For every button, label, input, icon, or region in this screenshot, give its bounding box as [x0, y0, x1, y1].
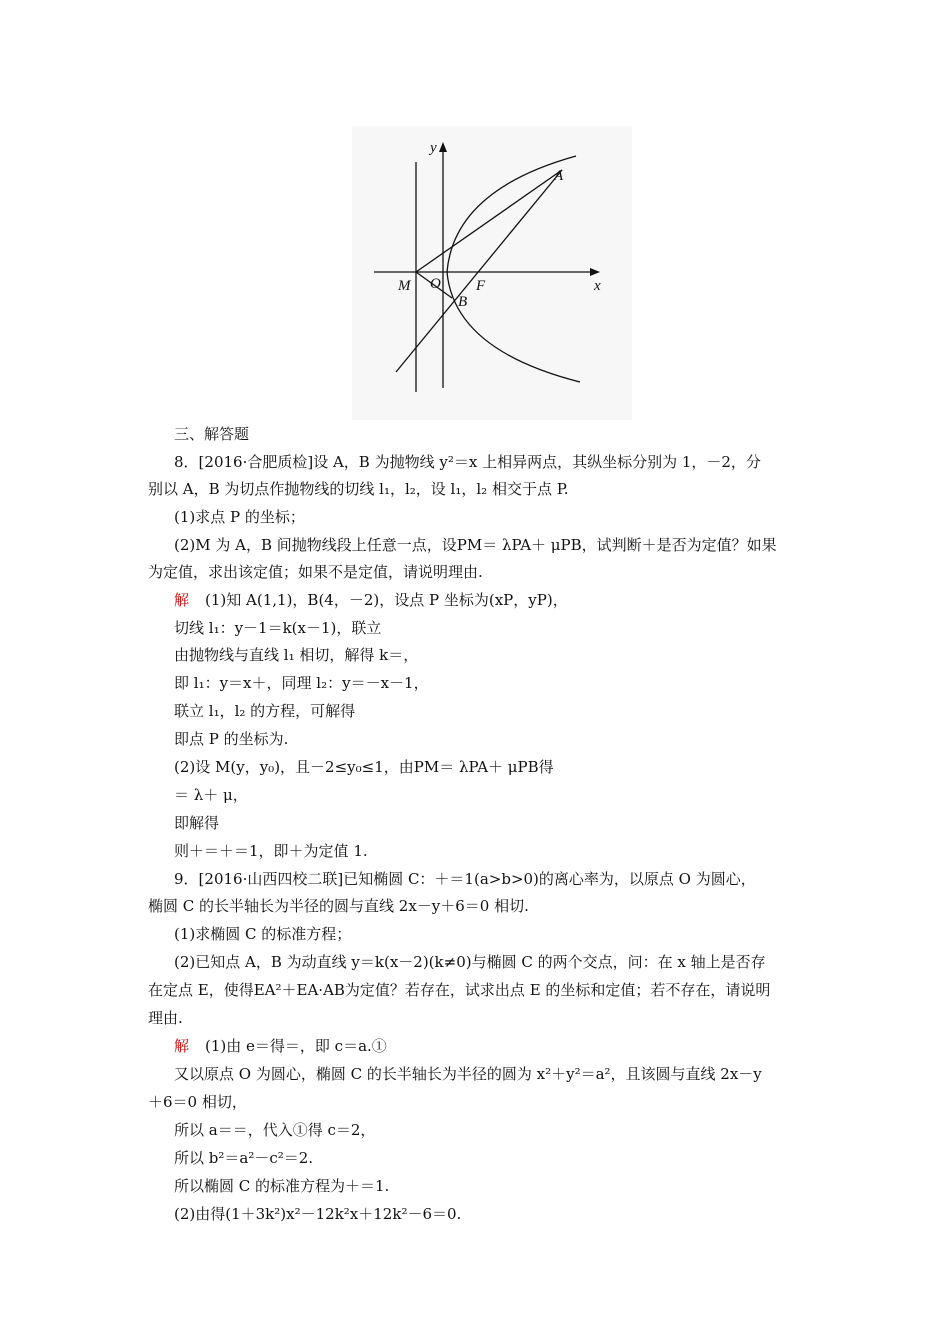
problem-8-solution-8: ＝ λ＋ μ，: [174, 786, 248, 804]
problem-9-solution-2a: 又以原点 O 为圆心，椭圆 C 的长半轴长为半径的圆为 x²＋y²＝a²，且该圆与直线 2x－y: [174, 1065, 762, 1083]
solution-label: 解: [174, 1037, 190, 1055]
problem-8-solution-6: 即点 P 的坐标为.: [174, 730, 289, 748]
problem-8-solution-10: 则＋＝＋＝1，即＋为定值 1.: [174, 842, 368, 860]
problem-8-solution-3: 由抛物线与直线 l₁ 相切，解得 k＝，: [174, 646, 419, 664]
problem-8-question-1: (1)求点 P 的坐标；: [174, 508, 305, 526]
problem-8-question-2b: 为定值，求出该定值；如果不是定值，请说明理由.: [148, 563, 483, 581]
problem-9-solution-4: 所以 b²＝a²－c²＝2.: [174, 1149, 314, 1167]
problem-8-solution-1: [174, 590, 568, 610]
problem-9-question-2b: 在定点 E，使得EA²＋EA·AB为定值？若存在，试求出点 E 的坐标和定值；若不存在，请说明: [148, 981, 771, 999]
problem-8-solution-5: 联立 l₁，l₂ 的方程，可解得: [174, 702, 356, 720]
problem-8-solution-9: 即解得: [174, 814, 220, 832]
label-M: M: [398, 278, 411, 294]
y-axis-arrow: [439, 142, 447, 152]
problem-9-solution-3: 所以 a＝＝，代入①得 c＝2，: [174, 1121, 376, 1139]
problem-9-solution-1: [174, 1036, 387, 1056]
section-title: 三、解答题: [174, 425, 250, 443]
problem-9-question-2c: 理由.: [148, 1009, 183, 1027]
problem-9-line-1: 9．[2016·山西四校二联]已知椭圆 C：＋＝1(a>b>0)的离心率为，以原点 O 为圆心，: [174, 870, 756, 888]
label-y: y: [430, 140, 437, 156]
label-O: O: [430, 276, 441, 292]
label-F: F: [476, 278, 486, 294]
label-B: B: [458, 294, 468, 310]
solution-text: (1)知 A(1,1)，B(4，－2)，设点 P 坐标为(xP，yP)，: [205, 591, 568, 609]
problem-9-solution-2b: ＋6＝0 相切，: [148, 1093, 247, 1111]
problem-9-question-2a: (2)已知点 A，B 为动直线 y＝k(x－2)(k≠0)与椭圆 C 的两个交点，问：在 x 轴上是否存: [174, 953, 766, 971]
problem-8-solution-4: 即 l₁：y＝x＋，同理 l₂：y＝－x－1，: [174, 674, 429, 692]
parabola-diagram: [352, 126, 632, 420]
problem-9-line-2: 椭圆 C 的长半轴长为半径的圆与直线 2x－y＋6＝0 相切.: [148, 897, 529, 915]
problem-9-solution-6: (2)由得(1＋3k²)x²－12k²x＋12k²－6＝0.: [174, 1205, 462, 1223]
line-MA: [416, 170, 562, 272]
label-A: A: [554, 168, 564, 184]
x-axis-arrow: [590, 268, 600, 276]
problem-8-line-1: 8．[2016·合肥质检]设 A，B 为抛物线 y²＝x 上相异两点，其纵坐标分别为 1，－2，分: [174, 453, 761, 471]
solution-text: (1)由 e＝得＝，即 c＝a.①: [205, 1037, 387, 1055]
parabola-figure: [352, 126, 632, 420]
problem-8-question-2a: (2)M 为 A，B 间抛物线段上任意一点，设PM＝ λPA＋ μPB，试判断＋是否为定值？如果: [174, 536, 777, 554]
parabola-curve: [447, 156, 580, 382]
label-x: x: [594, 278, 601, 294]
problem-8-solution-7: (2)设 M(y，y₀)，且－2≤y₀≤1，由PM＝ λPA＋ μPB得: [174, 758, 554, 776]
problem-8-solution-2: 切线 l₁：y－1＝k(x－1)，联立: [174, 619, 382, 637]
problem-8-line-2: 别以 A，B 为切点作抛物线的切线 l₁，l₂，设 l₁，l₂ 相交于点 P.: [148, 480, 569, 498]
problem-9-question-1: (1)求椭圆 C 的标准方程；: [174, 925, 352, 943]
problem-9-solution-5: 所以椭圆 C 的标准方程为＋＝1.: [174, 1177, 390, 1195]
solution-label: 解: [174, 591, 190, 609]
chord-AB: [396, 170, 562, 372]
